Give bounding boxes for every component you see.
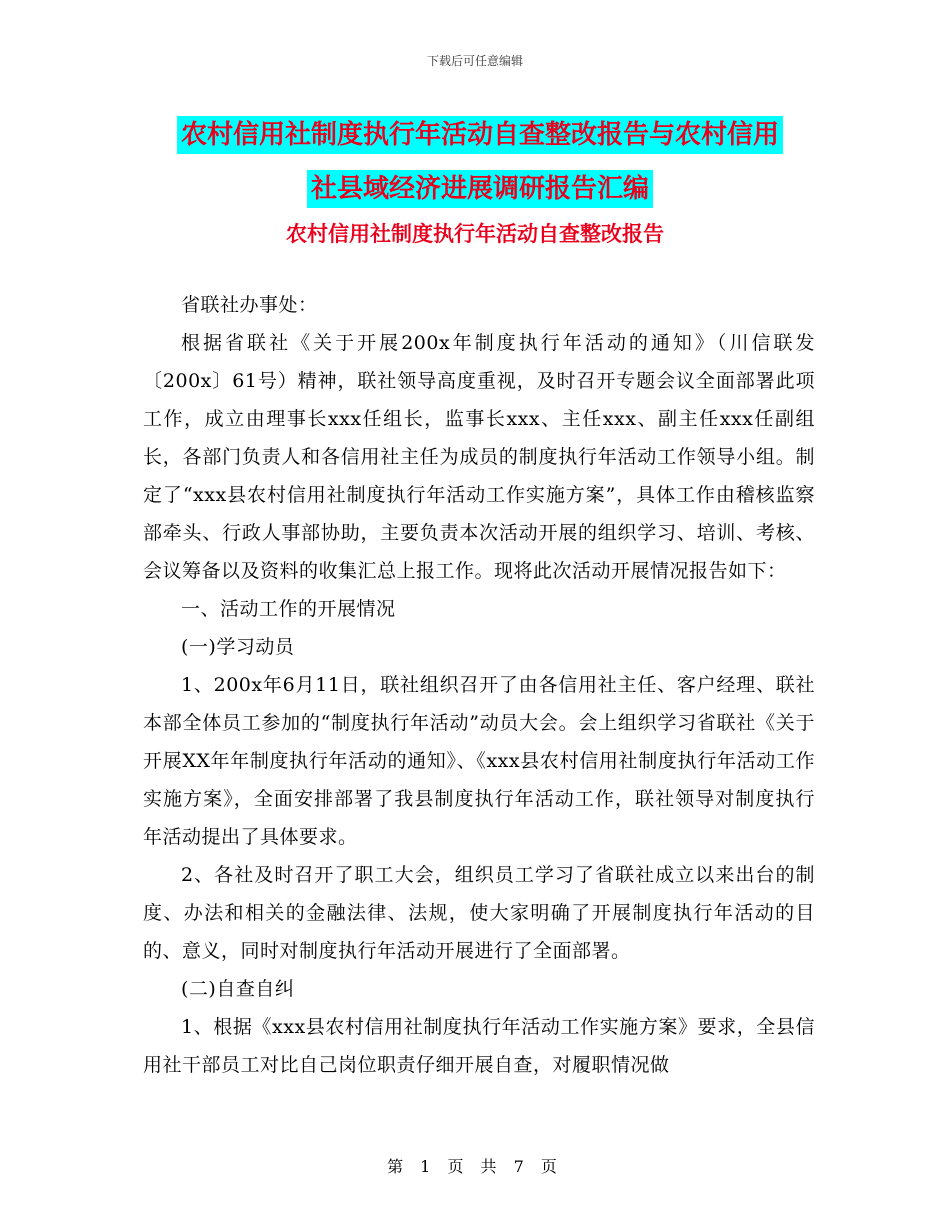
document-body — [143, 286, 815, 1084]
page-number-footer: 第 1 页 共 7 页 — [387, 1157, 563, 1176]
document-title — [140, 108, 820, 216]
subsection-heading: (一)学习动员 — [181, 636, 295, 658]
section-heading: 一、活动工作的开展情况 — [181, 598, 396, 620]
document-title-line-1: 农村信用社制度执行年活动自查整改报告与农村信用 — [177, 116, 783, 154]
section-title: 农村信用社制度执行年活动自查整改报告 — [286, 222, 664, 246]
body-paragraph: 1、200x年6月11日，联社组织召开了由各信用社主任、客户经理、联社本部全体员工参加的“制度执行年活动”动员大会。会上组织学习省联社《关于开展XX年年制度执行年活动的通知》、《xxx县农村信用社制度执行年活动工作实施方案》，全面安排部署了我县制度执行年活动工作，联社领导对制度执行年活动提出了具体要求。 — [143, 674, 815, 848]
header-note: 下载后可任意编辑 — [426, 54, 523, 68]
body-paragraph: 根据省联社《关于开展200x年制度执行年活动的通知》（川信联发〔200x〕61号）精神，联社领导高度重视，及时召开专题会议全面部署此项工作，成立由理事长xxx任组长，监事长xxx、主任xxx、副主任xxx任副组长，各部门负责人和各信用社主任为成员的制度执行年活动工作领导小组。制定了“xxx县农村信用社制度执行年活动工作实施方案”，具体工作由稽核监察部牵头、行政人事部协助，主要负责本次活动开展的组织学习、培训、考核、会议筹备以及资料的收集汇总上报工作。现将此次活动开展情况报告如下： — [143, 332, 815, 582]
salutation: 省联社办事处： — [181, 294, 318, 316]
body-paragraph: 2、各社及时召开了职工大会，组织员工学习了省联社成立以来出台的制度、办法和相关的金融法律、法规，使大家明确了开展制度执行年活动的目的、意义，同时对制度执行年活动开展进行了全面部署。 — [143, 864, 815, 962]
subsection-heading: (二)自查自纠 — [181, 978, 295, 1000]
body-paragraph: 1、根据《xxx县农村信用社制度执行年活动工作实施方案》要求，全县信用社干部员工对比自己岗位职责仔细开展自查，对履职情况做 — [143, 1016, 815, 1076]
document-title-line-2: 社县域经济进展调研报告汇编 — [307, 170, 653, 208]
